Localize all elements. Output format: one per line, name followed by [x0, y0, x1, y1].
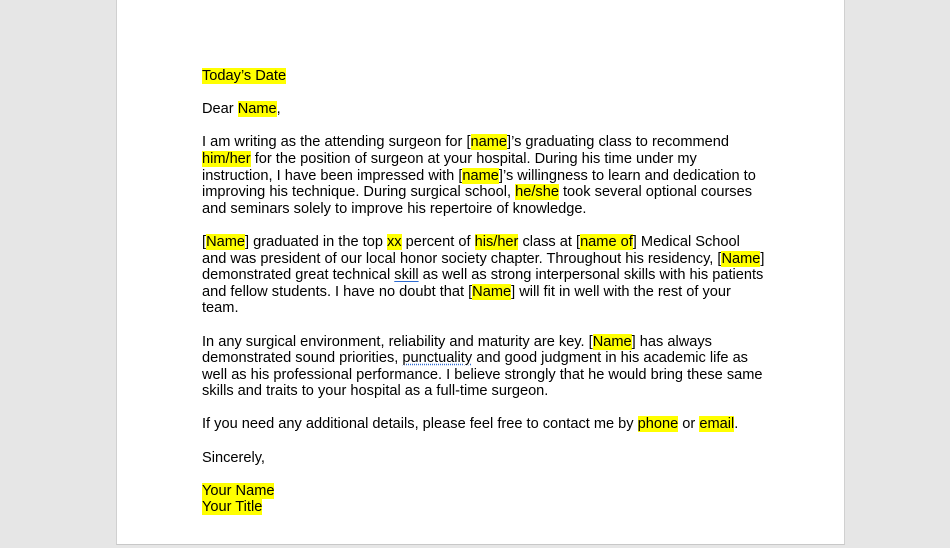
- signature-name-placeholder[interactable]: Your Name: [202, 482, 275, 499]
- text-run: ] Medical School and was president of our local honor society chapter. Throughout his residency, [: [202, 233, 740, 267]
- text-run: ]’s willingness to learn and dedication to improving his technique. During surgical school,: [202, 167, 756, 201]
- text-run: as well as strong interpersonal skills with his patients and fellow students. I have no doubt that [: [202, 267, 764, 300]
- pronoun-placeholder[interactable]: his/her: [474, 233, 519, 250]
- text-run: class at [: [518, 233, 581, 250]
- paragraph-reliability[interactable]: [202, 334, 767, 400]
- text-run: ] graduated in the top: [245, 233, 387, 250]
- document-page[interactable]: [116, 0, 845, 545]
- name-placeholder[interactable]: name: [470, 134, 508, 151]
- text-run: ] will fit in well with the rest of your team.: [202, 283, 731, 317]
- date-placeholder[interactable]: Today’s Date: [202, 68, 287, 84]
- text-run: [: [202, 233, 207, 250]
- signature-title-placeholder[interactable]: Your Title: [202, 499, 263, 516]
- salutation-suffix: ,: [276, 101, 281, 118]
- percent-placeholder[interactable]: xx: [387, 233, 402, 250]
- name-placeholder[interactable]: Name: [592, 333, 632, 350]
- text-run: If you need any additional details, please feel free to contact me by: [202, 416, 638, 433]
- name-placeholder[interactable]: Name: [472, 283, 512, 300]
- school-name-placeholder[interactable]: name of: [580, 233, 633, 250]
- text-run: .: [734, 416, 739, 433]
- text-run: and good judgment in his academic life as well as his professional performance. I believe strongly that he would bring these same skills and traits to your hospital as a full-time surgeon.: [202, 350, 763, 400]
- pronoun-placeholder[interactable]: he/she: [515, 184, 559, 201]
- name-placeholder[interactable]: Name: [206, 233, 245, 250]
- text-run: took several optional courses and seminars solely to improve his repertoire of knowledge.: [202, 184, 753, 217]
- grammar-flagged-word[interactable]: skill: [394, 267, 419, 284]
- closing[interactable]: Sincerely,: [202, 449, 265, 466]
- paragraph-achievements[interactable]: [202, 234, 767, 317]
- salutation[interactable]: [202, 101, 767, 118]
- text-run: for the position of surgeon at your hospital. During his time under my instruction, I have been impressed with [: [202, 150, 697, 184]
- grammar-flagged-word[interactable]: punctuality: [402, 350, 473, 367]
- paragraph-intro[interactable]: [202, 134, 767, 217]
- phone-placeholder[interactable]: phone: [637, 416, 679, 433]
- date-line[interactable]: [202, 68, 767, 85]
- salutation-prefix: Dear: [202, 101, 238, 118]
- text-run: percent of: [401, 233, 475, 250]
- email-placeholder[interactable]: email: [699, 416, 735, 433]
- pronoun-placeholder[interactable]: him/her: [202, 150, 251, 167]
- letter-body[interactable]: [202, 68, 767, 533]
- text-run: ]’s graduating class to recommend: [507, 134, 730, 151]
- name-placeholder[interactable]: Name: [721, 250, 761, 267]
- text-run: ] has always demonstrated sound priorities,: [202, 333, 712, 367]
- text-run: ] demonstrated great technical: [202, 250, 765, 284]
- text-run: I am writing as the attending surgeon for [: [202, 134, 471, 151]
- text-run: or: [678, 416, 700, 433]
- paragraph-contact[interactable]: [202, 416, 767, 433]
- text-run: In any surgical environment, reliability and maturity are key. [: [202, 333, 593, 350]
- signature-block[interactable]: [202, 483, 767, 516]
- name-placeholder[interactable]: name: [462, 167, 499, 184]
- salutation-name-placeholder[interactable]: Name: [237, 101, 277, 118]
